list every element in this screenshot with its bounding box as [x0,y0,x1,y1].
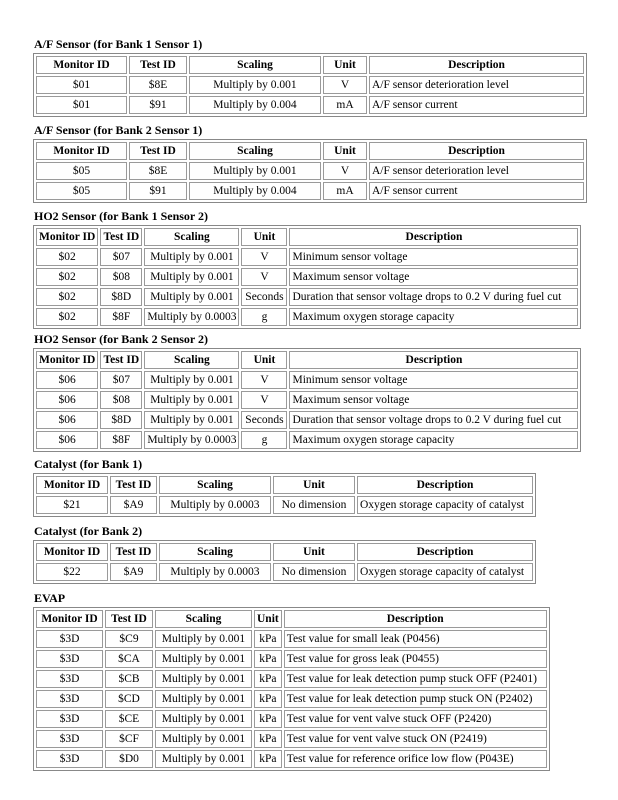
table-row [36,371,578,389]
table-cell: Multiply by 0.0003 [159,563,271,581]
table-cell: mA [323,96,367,114]
section-2 [33,209,581,329]
table-cell: V [323,162,367,180]
table-cell: V [241,248,287,266]
column-header: Test ID [129,56,187,74]
table-cell: A/F sensor current [369,96,584,114]
table-row [36,308,578,326]
table-cell: Test value for leak detection pump stuck OFF (P2401) [284,670,547,688]
table-cell: kPa [254,630,282,648]
table-cell: $CB [105,670,153,688]
table-cell: Multiply by 0.001 [155,710,252,728]
table-cell: $01 [36,76,127,94]
table-cell: Multiply by 0.0003 [144,431,239,449]
table-cell: A/F sensor current [369,182,584,200]
column-header: Scaling [155,610,252,628]
table-row [36,162,584,180]
column-header: Scaling [189,56,321,74]
table-row [36,730,547,748]
table-cell: Multiply by 0.001 [155,750,252,768]
column-header: Test ID [110,476,157,494]
table-cell: $8D [100,288,142,306]
table-cell: $CD [105,690,153,708]
table-cell: A/F sensor deterioration level [369,162,584,180]
table-cell: kPa [254,670,282,688]
table-row [36,411,578,429]
table-row [36,690,547,708]
table-cell: g [241,431,287,449]
table-cell: $06 [36,411,98,429]
table-cell: $02 [36,248,98,266]
table-row [36,650,547,668]
monitor-table [33,540,536,584]
table-cell: $A9 [110,563,157,581]
table-cell: $01 [36,96,127,114]
table-cell: $05 [36,162,127,180]
table-cell: $3D [36,650,103,668]
section-5 [33,524,536,584]
section-title: Catalyst (for Bank 1) [34,457,143,471]
table-cell: $8D [100,411,142,429]
table-cell: Test value for reference orifice low flow (P043E) [284,750,547,768]
table-cell: $08 [100,268,142,286]
table-cell: $8F [100,431,142,449]
table-cell: $A9 [110,496,157,514]
table-cell: $06 [36,431,98,449]
column-header: Test ID [100,228,142,246]
table-cell: $8F [100,308,142,326]
table-cell: $07 [100,371,142,389]
section-title: EVAP [34,591,66,605]
column-header: Test ID [110,543,157,561]
section-title: A/F Sensor (for Bank 1 Sensor 1) [34,37,203,51]
table-cell: Test value for leak detection pump stuck ON (P2402) [284,690,547,708]
table-header-row [36,543,533,561]
column-header: Test ID [100,351,142,369]
table-cell: Multiply by 0.001 [144,268,239,286]
monitor-table [33,348,581,452]
table-cell: No dimension [273,496,355,514]
monitor-table [33,139,587,203]
table-cell: Multiply by 0.001 [144,288,239,306]
table-header-row [36,610,547,628]
table-cell: Test value for small leak (P0456) [284,630,547,648]
column-header: Unit [254,610,282,628]
column-header: Unit [273,543,355,561]
column-header: Description [369,142,584,160]
table-cell: V [241,268,287,286]
table-cell: $06 [36,371,98,389]
table-cell: Maximum oxygen storage capacity [289,308,578,326]
table-cell: $3D [36,690,103,708]
table-row [36,96,584,114]
table-cell: Multiply by 0.004 [189,182,321,200]
table-cell: g [241,308,287,326]
table-header-row [36,476,533,494]
column-header: Unit [273,476,355,494]
table-cell: Minimum sensor voltage [289,371,578,389]
table-cell: Multiply by 0.001 [189,76,321,94]
table-cell: $21 [36,496,108,514]
table-header-row [36,228,578,246]
table-cell: $02 [36,268,98,286]
table-cell: Test value for vent valve stuck ON (P2419) [284,730,547,748]
table-cell: Oxygen storage capacity of catalyst [357,496,533,514]
table-cell: Multiply by 0.0003 [159,496,271,514]
table-cell: $02 [36,288,98,306]
table-cell: Maximum sensor voltage [289,391,578,409]
table-cell: $3D [36,750,103,768]
column-header: Monitor ID [36,543,108,561]
column-header: Description [289,228,578,246]
column-header: Description [357,543,533,561]
section-title: A/F Sensor (for Bank 2 Sensor 1) [34,123,203,137]
table-cell: $CA [105,650,153,668]
column-header: Monitor ID [36,351,98,369]
table-cell: Multiply by 0.0003 [144,308,239,326]
monitor-table [33,473,536,517]
column-header: Test ID [129,142,187,160]
table-cell: Seconds [241,411,287,429]
table-cell: Multiply by 0.001 [144,391,239,409]
column-header: Monitor ID [36,228,98,246]
column-header: Description [369,56,584,74]
table-cell: $22 [36,563,108,581]
column-header: Scaling [159,476,271,494]
section-4 [33,457,536,517]
table-cell: $91 [129,182,187,200]
table-cell: No dimension [273,563,355,581]
table-cell: $C9 [105,630,153,648]
table-cell: Multiply by 0.001 [144,411,239,429]
table-cell: $05 [36,182,127,200]
table-cell: V [241,371,287,389]
table-cell: $3D [36,670,103,688]
table-cell: kPa [254,690,282,708]
table-row [36,76,584,94]
column-header: Unit [323,142,367,160]
section-title: HO2 Sensor (for Bank 2 Sensor 2) [34,332,209,346]
table-cell: $91 [129,96,187,114]
table-cell: $07 [100,248,142,266]
monitor-table [33,53,587,117]
table-row [36,750,547,768]
table-header-row [36,56,584,74]
column-header: Monitor ID [36,56,127,74]
section-6 [33,591,550,771]
table-cell: $06 [36,391,98,409]
table-cell: $02 [36,308,98,326]
column-header: Unit [241,351,287,369]
section-title: HO2 Sensor (for Bank 1 Sensor 2) [34,209,209,223]
column-header: Monitor ID [36,476,108,494]
table-cell: mA [323,182,367,200]
table-cell: $8E [129,162,187,180]
table-row [36,182,584,200]
table-cell: $3D [36,730,103,748]
table-cell: A/F sensor deterioration level [369,76,584,94]
column-header: Description [357,476,533,494]
column-header: Scaling [159,543,271,561]
table-cell: Maximum oxygen storage capacity [289,431,578,449]
monitor-table [33,225,581,329]
column-header: Scaling [189,142,321,160]
column-header: Unit [323,56,367,74]
table-row [36,248,578,266]
monitor-table [33,607,550,771]
column-header: Unit [241,228,287,246]
section-title: Catalyst (for Bank 2) [34,524,143,538]
column-header: Scaling [144,228,239,246]
table-cell: Test value for vent valve stuck OFF (P2420) [284,710,547,728]
table-cell: Multiply by 0.001 [155,650,252,668]
table-cell: $CE [105,710,153,728]
section-3 [33,332,581,452]
section-0 [33,37,587,117]
table-row [36,391,578,409]
table-cell: Multiply by 0.001 [189,162,321,180]
column-header: Monitor ID [36,142,127,160]
column-header: Scaling [144,351,239,369]
table-row [36,496,533,514]
table-cell: Multiply by 0.001 [144,248,239,266]
table-cell: kPa [254,750,282,768]
table-row [36,563,533,581]
table-cell: Duration that sensor voltage drops to 0.2 V during fuel cut [289,288,578,306]
table-cell: V [323,76,367,94]
table-cell: Multiply by 0.001 [155,670,252,688]
table-cell: $8E [129,76,187,94]
table-row [36,710,547,728]
table-row [36,288,578,306]
table-row [36,670,547,688]
table-cell: Multiply by 0.001 [155,630,252,648]
table-cell: $08 [100,391,142,409]
section-1 [33,123,587,203]
table-cell: Minimum sensor voltage [289,248,578,266]
table-cell: $D0 [105,750,153,768]
column-header: Description [284,610,547,628]
table-row [36,431,578,449]
table-row [36,630,547,648]
table-cell: Oxygen storage capacity of catalyst [357,563,533,581]
table-cell: Multiply by 0.001 [155,690,252,708]
table-cell: Multiply by 0.001 [144,371,239,389]
table-cell: Duration that sensor voltage drops to 0.2 V during fuel cut [289,411,578,429]
column-header: Monitor ID [36,610,103,628]
table-cell: $CF [105,730,153,748]
table-cell: $3D [36,710,103,728]
table-cell: Seconds [241,288,287,306]
table-cell: Maximum sensor voltage [289,268,578,286]
table-cell: kPa [254,730,282,748]
table-cell: Multiply by 0.004 [189,96,321,114]
table-cell: Multiply by 0.001 [155,730,252,748]
table-cell: $3D [36,630,103,648]
table-cell: Test value for gross leak (P0455) [284,650,547,668]
table-header-row [36,351,578,369]
table-cell: V [241,391,287,409]
table-header-row [36,142,584,160]
table-cell: kPa [254,710,282,728]
column-header: Description [289,351,578,369]
table-cell: kPa [254,650,282,668]
table-row [36,268,578,286]
column-header: Test ID [105,610,153,628]
